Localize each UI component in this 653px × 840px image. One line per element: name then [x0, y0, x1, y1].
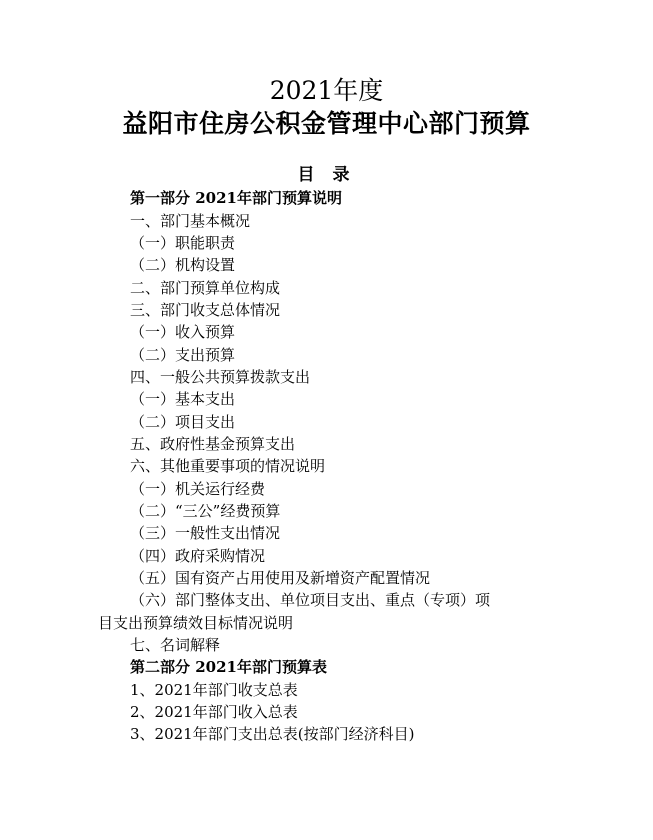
toc-item-continuation: 目支出预算绩效目标情况说明	[98, 614, 294, 632]
toc-item: （二）项目支出	[130, 413, 236, 431]
toc-item: 3、2021年部门支出总表(按部门经济科目)	[130, 725, 415, 743]
toc-item: 一、部门基本概况	[130, 212, 251, 230]
toc-heading: 目 录	[297, 165, 356, 185]
toc-item: （六）部门整体支出、单位项目支出、重点（专项）项	[130, 591, 491, 609]
toc-item: （一）收入预算	[130, 323, 236, 341]
toc-item: 六、其他重要事项的情况说明	[130, 457, 326, 475]
toc-item: 2、2021年部门收入总表	[130, 703, 298, 721]
toc-item: （一）基本支出	[130, 390, 236, 408]
toc-item: 七、名词解释	[130, 636, 221, 654]
toc-item: 三、部门收支总体情况	[130, 301, 281, 319]
toc-item: （一）机关运行经费	[130, 480, 266, 498]
toc-item: （三）一般性支出情况	[130, 524, 281, 542]
toc-part2-heading: 第二部分 2021年部门预算表	[130, 658, 327, 676]
toc-item: （一）职能职责	[130, 234, 236, 252]
document-title-year: 2021年度	[269, 76, 384, 105]
toc-item: 五、政府性基金预算支出	[130, 435, 296, 453]
toc-item: 四、一般公共预算拨款支出	[130, 368, 311, 386]
toc-part1-heading: 第一部分 2021年部门预算说明	[130, 189, 342, 207]
toc-item: 二、部门预算单位构成	[130, 279, 281, 297]
document-title-main: 益阳市住房公积金管理中心部门预算	[122, 109, 531, 138]
toc-item: （二）“三公”经费预算	[130, 502, 281, 520]
toc-item: （二）机构设置	[130, 256, 236, 274]
toc-item: （五）国有资产占用使用及新增资产配置情况	[130, 569, 431, 587]
toc-item: 1、2021年部门收支总表	[130, 681, 298, 699]
toc-item: （二）支出预算	[130, 346, 236, 364]
toc-item: （四）政府采购情况	[130, 547, 266, 565]
